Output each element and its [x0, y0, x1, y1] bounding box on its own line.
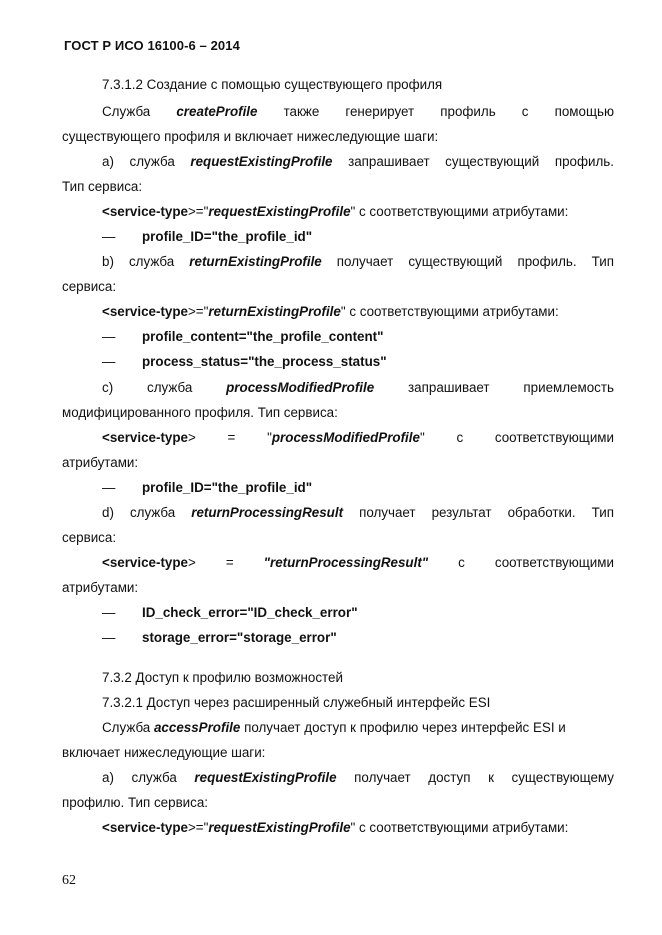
word: профиль: [440, 104, 496, 119]
service-type-line: [102, 303, 559, 321]
service-type-value: requestExistingProfile: [208, 204, 351, 219]
command-name: processModifiedProfile: [226, 380, 375, 395]
step-d-line-3: атрибутами:: [62, 580, 139, 595]
dash: —: [102, 605, 116, 620]
text: ": [267, 430, 272, 445]
service-type-tag: <service-type: [102, 555, 188, 570]
attribute-item: ID_check_error="ID_check_error": [142, 605, 358, 620]
word: доступ: [428, 770, 471, 785]
word: с: [456, 430, 464, 445]
attribute-item: storage_error="storage_error": [142, 630, 337, 645]
step-b-line: [102, 253, 614, 271]
word: d): [102, 505, 114, 520]
word: результат: [431, 505, 492, 520]
intro-line-2: включает нижеследующие шаги:: [62, 745, 266, 760]
service-type-line: [102, 819, 568, 837]
word: генерирует: [345, 104, 415, 119]
text: =: [225, 555, 234, 570]
text: =: [227, 430, 236, 445]
service-type-line: [102, 203, 568, 221]
step-a-line: [102, 153, 614, 171]
command-name: createProfile: [176, 104, 258, 119]
word: обработки.: [507, 505, 576, 520]
word: к: [488, 770, 494, 785]
dash: —: [102, 229, 116, 244]
word: служба: [129, 505, 176, 520]
intro-line-2: существующего профиля и включает нижеследующие шаги:: [62, 129, 439, 144]
word: также: [283, 104, 320, 119]
text: >=": [187, 204, 209, 219]
word: а): [102, 154, 114, 169]
service-type-tag: <service-type: [102, 430, 188, 445]
service-type-line: [102, 429, 614, 447]
attribute-item: profile_content="the_profile_content": [142, 329, 384, 344]
text: " с соответствующими атрибутами:: [340, 304, 559, 319]
section-heading-7-3-1-2: 7.3.1.2 Создание с помощью существующего профиля: [102, 77, 443, 92]
word: Служба: [102, 104, 151, 119]
page-number: 62: [62, 873, 76, 888]
word: помощью: [554, 104, 614, 119]
dash: —: [102, 630, 116, 645]
word: получает: [354, 770, 411, 785]
step-a-line-2: Тип сервиса:: [62, 179, 143, 194]
word: соответствующими: [494, 555, 614, 570]
text: " с соответствующими атрибутами:: [350, 204, 569, 219]
word: существующий: [445, 154, 540, 169]
word: служба: [128, 254, 175, 269]
word: служба: [131, 770, 177, 785]
command-name: returnExistingProfile: [189, 254, 322, 269]
document-header: ГОСТ Р ИСО 16100-6 – 2014: [64, 38, 240, 53]
step-b-line-2: сервиса:: [62, 279, 117, 294]
step-c-line-2: модифицированного профиля. Тип сервиса:: [62, 405, 338, 420]
word: существующему: [511, 770, 614, 785]
dash: —: [102, 354, 116, 369]
word: с: [458, 555, 465, 570]
dash: —: [102, 329, 116, 344]
word: запрашивает: [348, 154, 430, 169]
command-name: requestExistingProfile: [194, 770, 337, 785]
step-a-line: [102, 769, 614, 787]
text: " с соответствующими атрибутами:: [350, 820, 569, 835]
word: Служба: [102, 720, 151, 735]
text: получает доступ к профилю через интерфейс ESI и: [244, 720, 566, 735]
service-type-tag: <service-type: [102, 820, 188, 835]
word: запрашивает: [408, 380, 490, 395]
word: профиль.: [517, 254, 577, 269]
section-heading-7-3-2: 7.3.2 Доступ к профилю возможностей: [102, 670, 343, 685]
command-name: requestExistingProfile: [190, 154, 333, 169]
command-name: accessProfile: [153, 720, 241, 735]
word: с): [102, 380, 114, 395]
word: приемлемость: [523, 380, 614, 395]
text: >: [187, 430, 196, 445]
command-name: returnProcessingResult: [191, 505, 344, 520]
word: соответствующими: [494, 430, 614, 445]
intro-line: [102, 103, 614, 121]
intro-line: [102, 719, 614, 737]
step-a-line-2: профилю. Тип сервиса:: [62, 795, 209, 810]
attribute-item: process_status="the_process_status": [142, 354, 387, 369]
word: служба: [147, 380, 193, 395]
service-type-value: "returnProcessingResult": [263, 555, 429, 570]
step-d-line-2: сервиса:: [62, 530, 117, 545]
word: с: [521, 104, 529, 119]
service-type-tag: <service-type: [102, 204, 188, 219]
service-type-tag: <service-type: [102, 304, 188, 319]
attribute-item: profile_ID="the_profile_id": [142, 229, 313, 244]
attribute-item: profile_ID="the_profile_id": [142, 480, 313, 495]
word: b): [102, 254, 114, 269]
text: >=": [187, 820, 209, 835]
word: а): [102, 770, 114, 785]
word: Тип: [591, 505, 614, 520]
word: существующий: [408, 254, 503, 269]
service-type-value: returnExistingProfile: [208, 304, 341, 319]
section-heading-7-3-2-1: 7.3.2.1 Доступ через расширенный служебный интерфейс ESI: [102, 695, 491, 710]
service-type-value: requestExistingProfile: [208, 820, 351, 835]
word: служба: [129, 154, 175, 169]
step-c-line-3: атрибутами:: [62, 455, 139, 470]
word: Тип: [591, 254, 614, 269]
word: профиль.: [554, 154, 614, 169]
service-type-line: [102, 554, 614, 572]
step-c-line: [102, 379, 614, 397]
step-d-line: [102, 504, 614, 522]
word: получает: [359, 505, 416, 520]
word: получает: [336, 254, 394, 269]
text: >=": [187, 304, 209, 319]
text: ": [419, 430, 425, 445]
text: >: [187, 555, 196, 570]
dash: —: [102, 480, 116, 495]
service-type-value: processModifiedProfile: [271, 430, 420, 445]
